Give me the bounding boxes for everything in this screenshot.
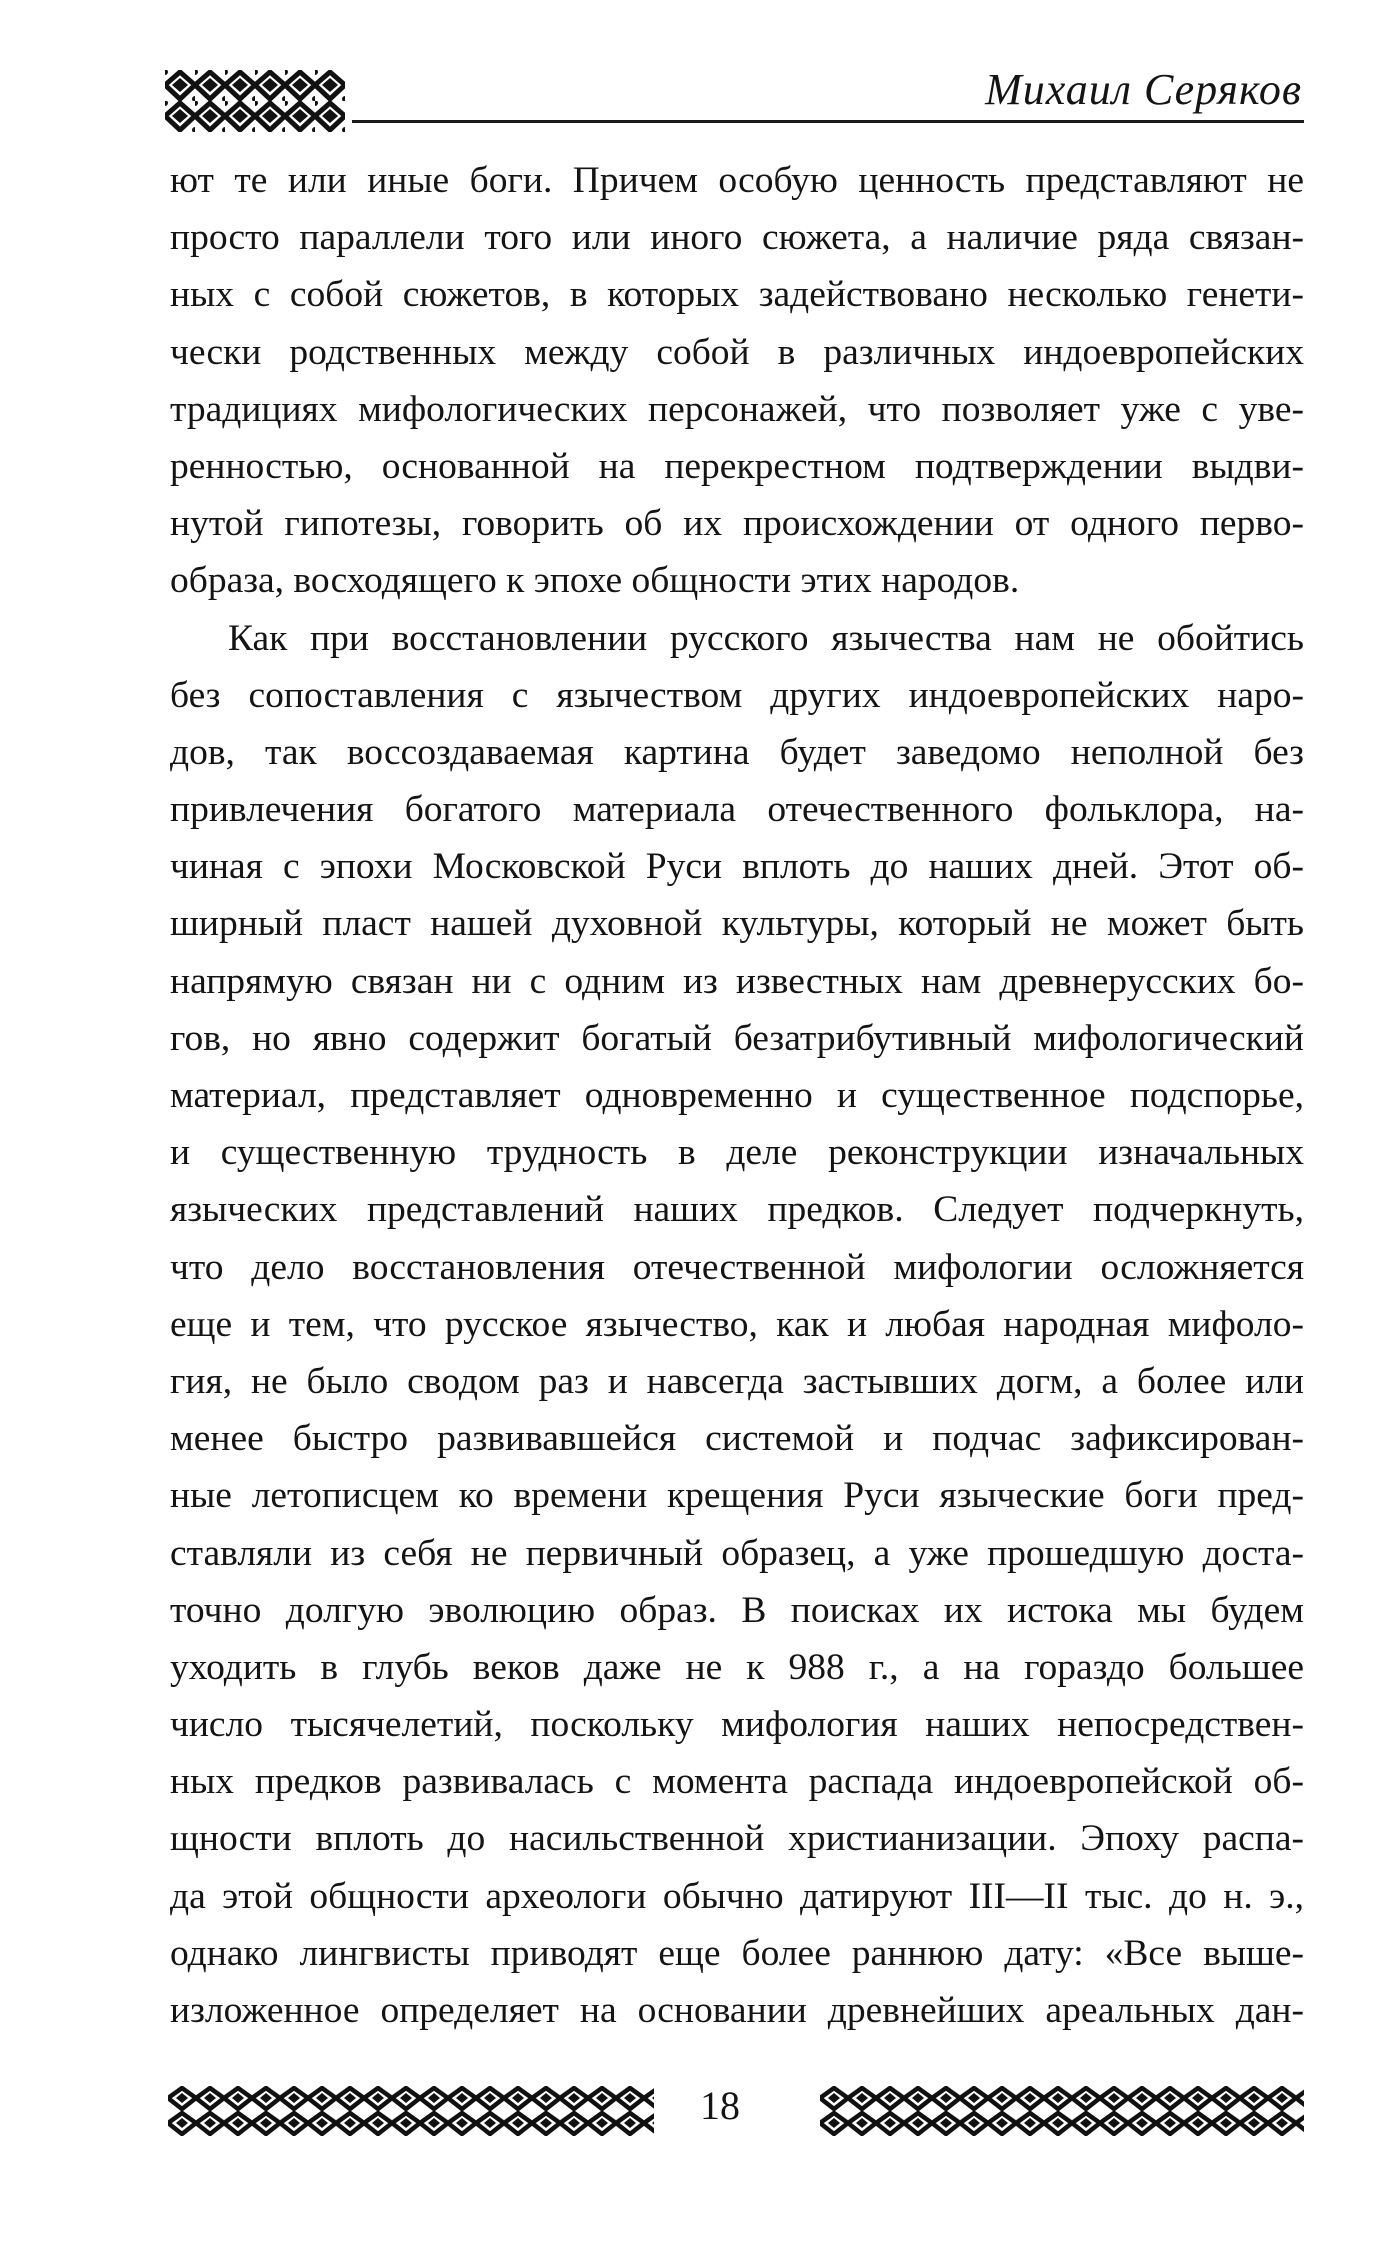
text-line: просто параллели того или иного сюжета, а наличие ряда связан- [170, 217, 1304, 259]
text-line: однако лингвисты приводят еще более раннюю дату: «Все выше- [170, 1932, 1304, 1974]
text-line: материал, представляет одновременно и существенное подспорье, [170, 1075, 1304, 1116]
text-line: ренностью, основанной на перекрестном подтверждении выдви- [170, 445, 1304, 487]
text-line: языческих представлений наших предков. Следует подчеркнуть, [170, 1189, 1304, 1231]
text-line: чиная с эпохи Московской Руси вплоть до наших дней. Этот об- [170, 846, 1304, 888]
text-line: точно долгую эволюцию образ. В поисках их истока мы будем [170, 1589, 1304, 1631]
text-line: чески родственных между собой в различных индоевропейских [170, 331, 1304, 373]
text-line: ных предков развивалась с момента распада индоевропейской об- [170, 1761, 1304, 1803]
text-line: еще и тем, что русское язычество, как и любая народная мифоло- [170, 1303, 1304, 1345]
text-line: напрямую связан ни с одним из известных нам древнерусских бо- [170, 960, 1304, 1002]
text-line: что дело восстановления отечественной мифологии осложняется [170, 1246, 1304, 1288]
text-line: образа, восходящего к эпохе общности этих народов. [170, 560, 1020, 602]
paragraph [170, 152, 1304, 610]
text-line: привлечения богатого материала отечественного фольклора, на- [170, 789, 1304, 831]
text-line: ставляли из себя не первичный образец, а уже прошедшую доста- [170, 1532, 1304, 1574]
text-line: без сопоставления с язычеством других индоевропейских наро- [170, 674, 1304, 716]
text-line: нутой гипотезы, говорить об их происхождении от одного перво- [170, 503, 1304, 545]
text-line: ют те или иные боги. Причем особую ценность представляют не [170, 160, 1304, 201]
page-body [170, 152, 1304, 2039]
text-line: традициях мифологических персонажей, что позволяет уже с уве- [170, 388, 1304, 430]
text-line: да этой общности археологи обычно датируют III—II тыс. до н. э., [170, 1875, 1304, 1917]
text-line: число тысячелетий, поскольку мифология наших непосредствен- [170, 1704, 1304, 1746]
page-number: 18 [700, 2083, 740, 2128]
text-line: гия, не было сводом раз и навсегда застывших догм, а более или [170, 1360, 1304, 1402]
text-line: щности вплоть до насильственной христианизации. Эпоху распа- [170, 1818, 1304, 1860]
running-header-author: Михаил Серяков [985, 65, 1302, 114]
text-line: ные летописцем ко времени крещения Руси языческие боги пред- [170, 1475, 1304, 1517]
text-line: гов, но явно содержит богатый безатрибутивный мифологический [170, 1017, 1304, 1059]
paragraph [170, 610, 1304, 2040]
text-line: менее быстро развивавшейся системой и подчас зафиксирован- [170, 1418, 1304, 1460]
header-ornament [165, 70, 345, 132]
footer-ornament-right [820, 2086, 1304, 2136]
footer-ornament-left [168, 2086, 654, 2136]
header-rule [352, 120, 1304, 123]
text-line: и существенную трудность в деле реконструкции изначальных [170, 1132, 1304, 1174]
text-line: Как при восстановлении русского язычества нам не обойтись [228, 617, 1304, 659]
text-line: ных с собой сюжетов, в которых задействовано несколько генети- [170, 274, 1304, 316]
text-line: ширный пласт нашей духовной культуры, который не может быть [170, 903, 1304, 945]
text-line: изложенное определяет на основании древнейших ареальных дан- [170, 1990, 1304, 2031]
text-line: дов, так воссоздаваемая картина будет заведомо неполной без [170, 731, 1304, 773]
text-line: уходить в глубь веков даже не к 988 г., а на гораздо большее [170, 1646, 1304, 1688]
